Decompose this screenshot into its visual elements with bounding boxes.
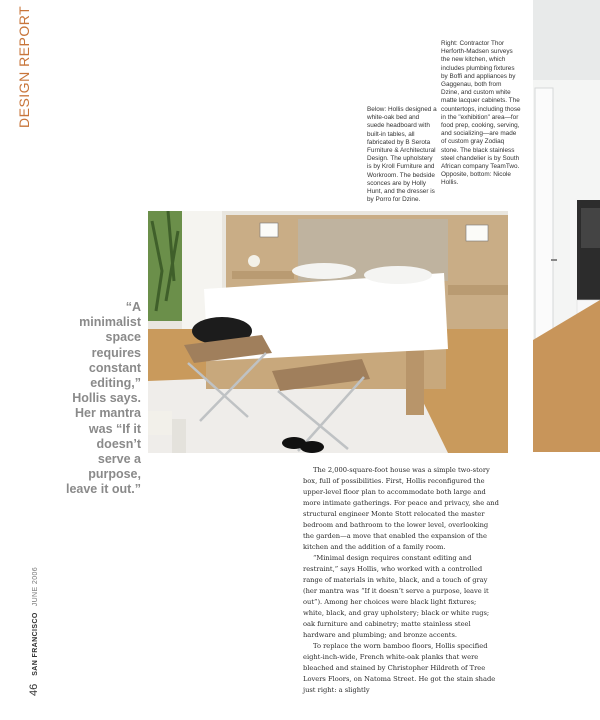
caption-bedroom: Below: Hollis designed a white-oak bed and suede headboard with built-in tables, all fabricated by B Serota Furniture & Architectural Design. The upholstery is by Kroll Furniture and Workroom. The bedside sconces are by Holly Hunt, and the dresser is by Porro for Dzine. bbox=[367, 106, 437, 204]
issue-date: JUNE 2006 bbox=[32, 566, 39, 607]
body-paragraph: To replace the worn bamboo floors, Hollis specified eight-inch-wide, French white-oak planks that were bleached and stained by Christopher Hildreth of Tree Lovers Floors, on Natoma Street. He got the stain shade just right: a slightly bbox=[303, 642, 496, 694]
magazine-name: SAN FRANCISCO bbox=[32, 612, 39, 676]
page-number: 46 bbox=[28, 683, 40, 696]
bedroom-photo bbox=[148, 211, 508, 453]
article-body bbox=[303, 465, 499, 696]
body-paragraph: “Minimal design requires constant editing and restraint,” says Hollis, who worked with a controlled range of materials in white, black, and a touch of gray (her mantra was “If it doesn’t serve a purpose, leave it out”). Among her choices were black light fixtures; white, black, and gray upholstery; black or white rugs; oak furniture and cabinetry; matte stainless steel hardware and plumbing; and bronze accents. bbox=[303, 554, 490, 639]
page-folio bbox=[28, 567, 40, 696]
kitchen-photo bbox=[533, 0, 600, 452]
body-paragraph: The 2,000-square-foot house was a simple two-story box, full of possibilities. First, Hollis reconfigured the upper-level floor plan to accommodate both large and more intimate gatherings. For peace and privacy, she and structural engineer Monte Stott relocated the master bedroom and bathroom to the lower level, overlooking the garden—a move that enabled the expansion of the kitchen and the addition of a family room. bbox=[303, 466, 499, 551]
caption-kitchen: Right: Contractor Thor Herforth-Madsen surveys the new kitchen, which includes plumbing fixtures by Boffi and appliances by Gaggenau, both from Dzine, and custom white matte lacquer cabinets. The countertops, including those in the "exhibition" area—for food prep, cooking, serving, and socializing—are made of custom gray Zodiaq stone. The black stainless steel chandelier is by South African company TeamTwo. Opposite, bottom: Nicole Hollis. bbox=[441, 40, 521, 187]
pull-quote: “A minimalist space requires constant editing,” Hollis says. Her mantra was “If it doesn’t serve a purpose, leave it out.” bbox=[65, 300, 141, 497]
section-label: DESIGN REPORT bbox=[16, 5, 32, 128]
